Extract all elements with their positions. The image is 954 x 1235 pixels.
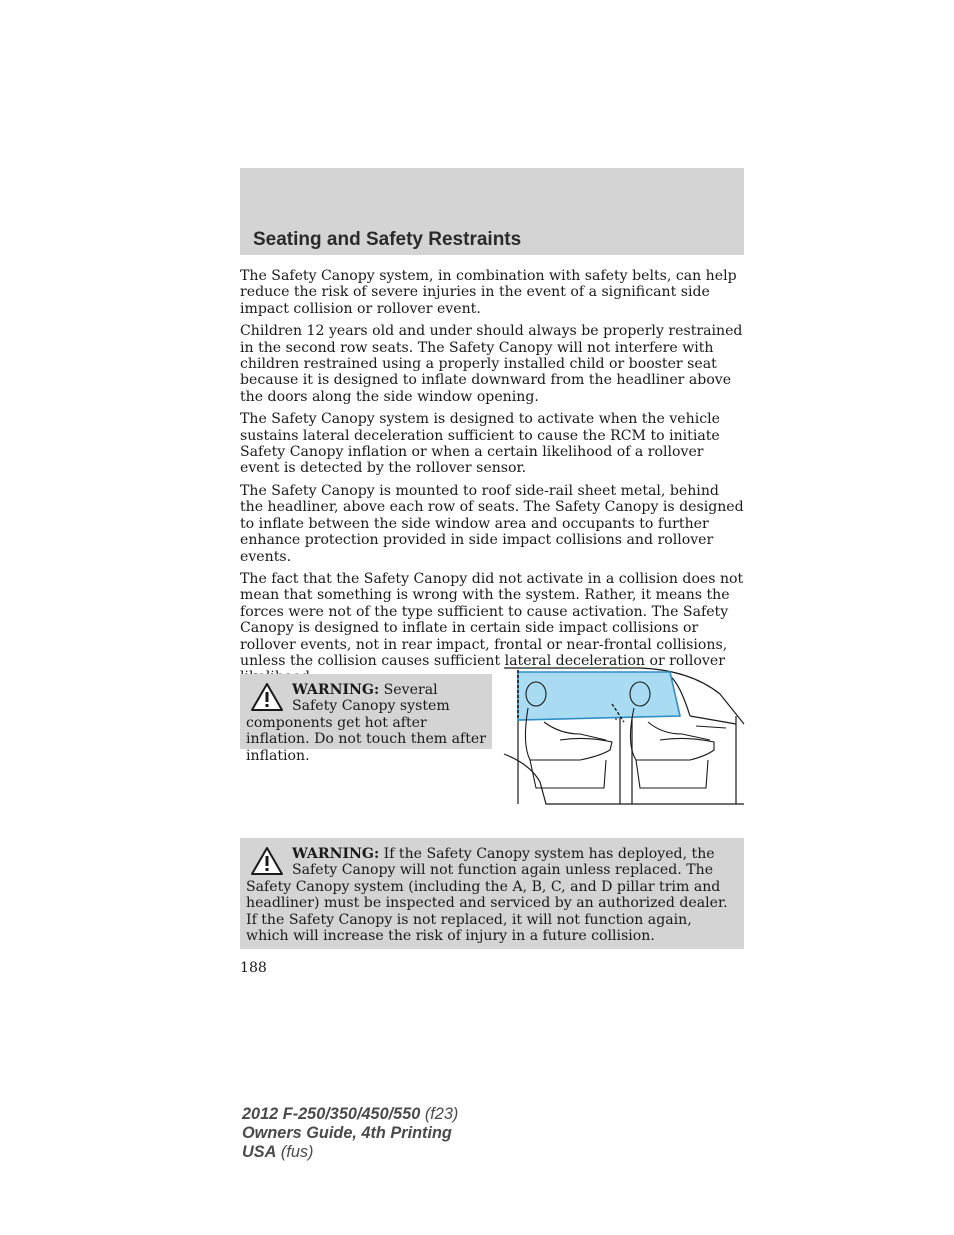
footer-guide: Owners Guide, 4th Printing — [242, 1124, 452, 1142]
warning-text: Several Safety Canopy system components get hot after inflation. Do not touch them after inflation. — [246, 682, 487, 764]
canopy-airbag-shape — [518, 672, 680, 720]
paragraph: The fact that the Safety Canopy did not activate in a collision does not mean that something is wrong with the system. Rather, it means the forces were not of the type sufficient to cause activation. The Safety Canopy is designed to inflate in certain side impact collisions or rollover events, not in rear impact, frontal or near-frontal collisions, unless the collision causes sufficient lateral deceleration or rollover — [240, 570, 744, 669]
safety-canopy-illustration — [500, 664, 746, 816]
footer-region-code: (fus) — [276, 1143, 314, 1161]
footer-region: USA — [242, 1143, 277, 1161]
paragraph: Children 12 years old and under should always be properly restrained in the second row seats. The Safety Canopy will not interfere with children restrained using a properly installed child or booster seat because it is designed to inflate downward from the headliner above the doors along the side window opening. — [240, 323, 743, 405]
footer-line-model — [242, 1105, 458, 1124]
warning-text: If the Safety Canopy system has deployed, the Safety Canopy will not function again unless replaced. The Safety Canopy system (including the A, B, C, and D pillar trim and headliner) must be inspected and serviced by an authorized dealer. If the Safety Canopy is not replaced, it will not function again, which will increase the risk of injury in a future collision. — [246, 846, 728, 945]
footer-model: 2012 F-250/350/450/550 — [242, 1105, 421, 1123]
section-header-band — [240, 168, 744, 255]
paragraph: The Safety Canopy is mounted to roof side-rail sheet metal, behind the headliner, above each row of seats. The Safety Canopy is designed to inflate between the side window area and occupants to further enhance protection provided in side impact collisions and rollover events. — [240, 482, 744, 565]
warning-triangle-icon — [250, 682, 284, 712]
body-text — [240, 268, 744, 692]
page-number: 188 — [240, 960, 267, 976]
footer-model-code: (f23) — [420, 1105, 459, 1123]
document-footer — [242, 1105, 458, 1162]
paragraph: The Safety Canopy system, in combination with safety belts, can help reduce the risk of severe injuries in the event of a significant side impact collision or rollover event. — [240, 268, 737, 317]
warning-triangle-icon — [250, 846, 284, 876]
warning-label: WARNING: — [292, 846, 380, 862]
warning-label: WARNING: — [292, 682, 380, 698]
footer-line-region — [242, 1143, 458, 1162]
footer-line-guide — [242, 1124, 458, 1143]
paragraph: The Safety Canopy system is designed to activate when the vehicle sustains lateral deceleration sufficient to cause the RCM to initiate Safety Canopy inflation or when a certain likelihood of a rollover event is detected by the rollover sensor. — [240, 411, 720, 477]
warning-box-deployed-canopy — [240, 838, 744, 949]
warning-box-hot-components — [240, 674, 492, 764]
section-title: Seating and Safety Restraints — [253, 229, 522, 250]
